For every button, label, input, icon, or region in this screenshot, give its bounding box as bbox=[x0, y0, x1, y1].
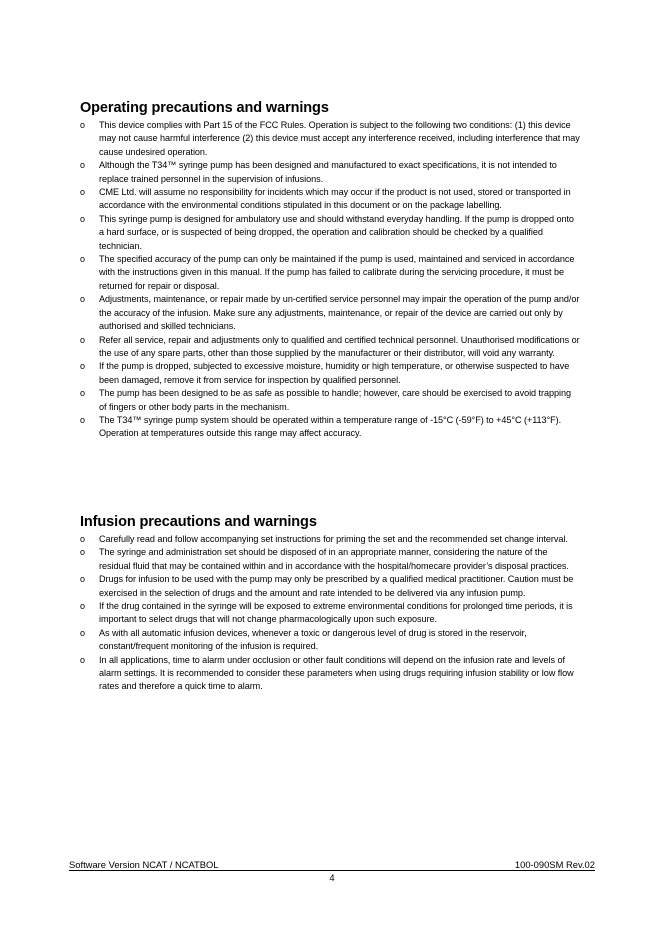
bullet-marker: o bbox=[80, 160, 85, 171]
list-item bbox=[80, 293, 580, 333]
bullet-marker: o bbox=[80, 388, 85, 399]
list-item bbox=[80, 414, 580, 441]
bullet-marker: o bbox=[80, 294, 85, 305]
bullet-marker: o bbox=[80, 574, 85, 585]
list-item-text: Adjustments, maintenance, or repair made by un-certified service personnel may impair the operation of the pump and/or the accuracy of the infusion. Make sure any adjustments, maintenance, or repair of the device are carried out only by authorised and skilled technicians. bbox=[99, 294, 580, 332]
list-item bbox=[80, 600, 580, 627]
bullet-list bbox=[80, 119, 580, 441]
infusion-precautions-section bbox=[80, 513, 580, 694]
list-item-text: Drugs for infusion to be used with the pump may only be prescribed by a qualified medical practitioner. Caution must be exercised in the selection of drugs and the amount and rate intended to be delivered via any infusion pump. bbox=[99, 574, 574, 598]
list-item bbox=[80, 654, 580, 694]
list-item bbox=[80, 159, 580, 186]
list-item-text: This syringe pump is designed for ambulatory use and should withstand everyday handling. If the pump is dropped onto a hard surface, or is suspected of being dropped, the operation and calibration should be checked by a qualified technician. bbox=[99, 213, 574, 251]
list-item-text: In all applications, time to alarm under occlusion or other fault conditions will depend on the infusion rate and levels of alarm settings. It is recommended to consider these parameters when using drugs requiring infusion stability or low flow rates and therefore a quick time to alarm. bbox=[99, 654, 574, 692]
list-item-text: This device complies with Part 15 of the FCC Rules. Operation is subject to the following two conditions: (1) this device may not cause harmful interference (2) this device must accept any interference received, including interference that may cause undesired operation. bbox=[99, 120, 580, 157]
bullet-marker: o bbox=[80, 627, 85, 638]
software-version-label: Software Version NCAT / NCATBOL bbox=[69, 859, 219, 870]
bullet-marker: o bbox=[80, 187, 85, 198]
list-item bbox=[80, 387, 580, 414]
list-item-text: Refer all service, repair and adjustments only to qualified and certified technical personnel. Unauthorised modifications or the use of any spare parts, other than those supplied by the manufacturer or their distributor, will void any warranty. bbox=[99, 334, 580, 358]
bullet-marker: o bbox=[80, 414, 85, 425]
list-item-text: As with all automatic infusion devices, whenever a toxic or dangerous level of drug is stored in the reservoir, constant/frequent monitoring of the infusion is required. bbox=[99, 627, 527, 652]
list-item bbox=[80, 334, 580, 361]
list-item-text: Carefully read and follow accompanying set instructions for priming the set and the recommended set change interval. bbox=[99, 534, 568, 544]
bullet-marker: o bbox=[80, 334, 85, 345]
operating-precautions-section bbox=[80, 99, 580, 441]
list-item-text: The specified accuracy of the pump can only be maintained if the pump is used, maintained and serviced in accordance with the instructions given in this manual. If the pump has failed to calibrate during the servicing procedure, it must be returned for repair or disposal. bbox=[99, 254, 575, 291]
page-footer bbox=[69, 859, 595, 883]
section-heading: Infusion precautions and warnings bbox=[80, 514, 317, 530]
list-item-text: If the pump is dropped, subjected to excessive moisture, humidity or high temperature, or otherwise suspected to have been damaged, remove it from service for inspection by qualified personnel. bbox=[99, 361, 570, 385]
list-item bbox=[80, 253, 580, 293]
document-reference: 100-090SM Rev.02 bbox=[514, 859, 595, 870]
bullet-marker: o bbox=[80, 254, 85, 265]
footer-rule-row bbox=[69, 859, 595, 871]
section-heading: Operating precautions and warnings bbox=[80, 100, 329, 116]
list-item bbox=[80, 546, 580, 573]
list-item bbox=[80, 360, 580, 387]
bullet-marker: o bbox=[80, 534, 85, 544]
list-item-text: If the drug contained in the syringe will be exposed to extreme environmental conditions for prolonged time periods, it is important to select drugs that will not change pharmacologically upon such exposure. bbox=[99, 601, 573, 625]
list-item bbox=[80, 119, 580, 159]
bullet-list bbox=[80, 533, 580, 694]
bullet-marker: o bbox=[80, 547, 85, 558]
bullet-marker: o bbox=[80, 361, 85, 372]
list-item bbox=[80, 533, 580, 546]
list-item-text: The T34™ syringe pump system should be operated within a temperature range of -15°C (-59°F) to +45°C (+113°F). Operation at temperatures outside this range may affect accuracy. bbox=[99, 414, 562, 439]
list-item bbox=[80, 186, 580, 213]
list-item bbox=[80, 627, 580, 654]
page-number: 4 bbox=[329, 872, 335, 883]
list-item-text: The pump has been designed to be as safe as possible to handle; however, care should be exercised to avoid trapping of fingers or other body parts in the mechanism. bbox=[99, 388, 571, 412]
list-item bbox=[80, 213, 580, 253]
bullet-marker: o bbox=[80, 654, 85, 665]
list-item-text: The syringe and administration set should be disposed of in an appropriate manner, considering the nature of the residual fluid that may be contained within and in accordance with the hospital/homecare provider’s disposal practices. bbox=[99, 547, 569, 571]
bullet-marker: o bbox=[80, 601, 85, 612]
list-item-text: Although the T34™ syringe pump has been designed and manufactured to exact specifications, it is not intended to replace trained personnel in the supervision of infusions. bbox=[99, 160, 557, 184]
bullet-marker: o bbox=[80, 120, 85, 130]
bullet-marker: o bbox=[80, 213, 85, 224]
list-item-text: CME Ltd. will assume no responsibility for incidents which may occur if the product is not used, stored or transported in accordance with the environmental conditions stipulated in this document or on the package labelling. bbox=[99, 187, 571, 211]
list-item bbox=[80, 573, 580, 600]
